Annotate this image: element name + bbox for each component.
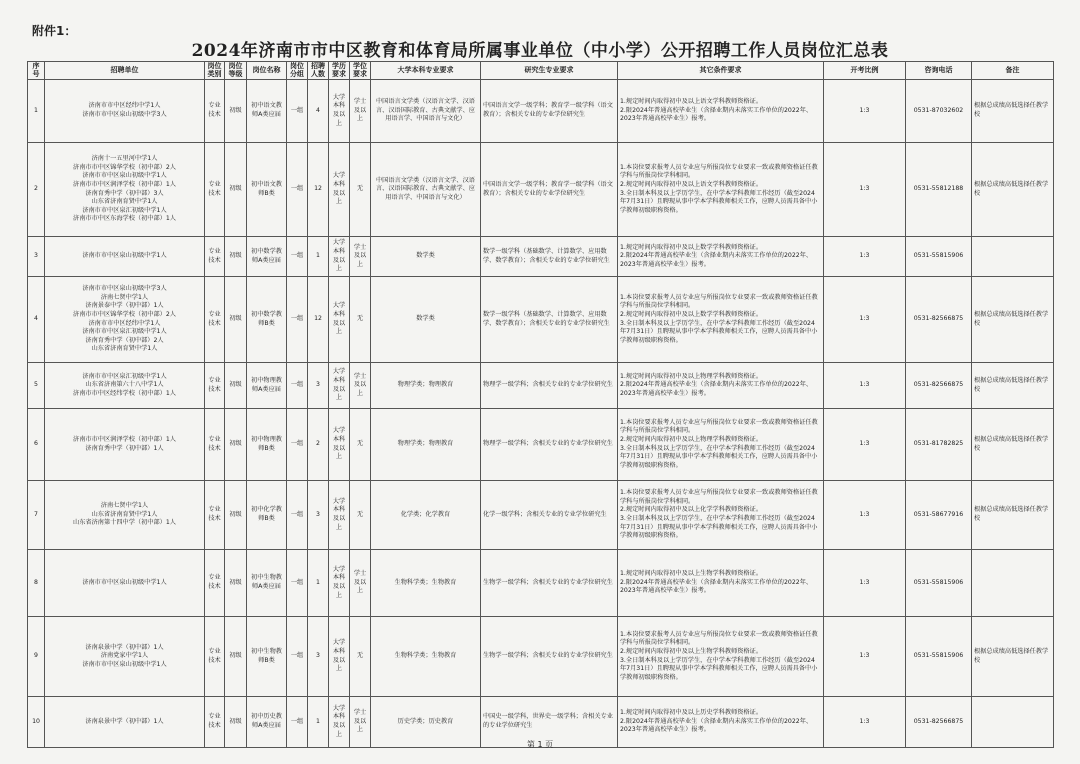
cell-degree: 无 (350, 617, 371, 697)
condition-line: 2.规定时间内取得初中及以上生物学科教师资格证。 (620, 647, 763, 655)
cell-no: 5 (28, 363, 45, 409)
document-title: 2024年济南市市中区教育和体育局所属事业单位（中小学）公开招聘工作人员岗位汇总表 (191, 41, 889, 61)
header-phone: 咨询电话 (906, 62, 972, 80)
condition-line: 2.规定时间内取得初中及以上语文学科教师资格证。 (620, 180, 763, 188)
unit-line: 济南市市中区泉山初级中学1人 (82, 252, 167, 260)
cell-group: 一组 (287, 363, 308, 409)
cell-degree: 学士及以上 (350, 237, 371, 277)
cell-degree: 无 (350, 143, 371, 237)
cell-units (45, 617, 205, 697)
condition-line: 3.全日制本科及以上学历学生，在中学本学科教师工作经历（截至2024年7月31日）且聘现从事中学本学科教师相关工作，应聘人员需具备中小学教师初级职称资格。 (620, 319, 818, 344)
cell-category: 专业技术 (205, 697, 225, 748)
cell-graduate: 生物学一级学科；含相关专业的专业学位研究生 (481, 617, 618, 697)
unit-line: 济南育秀中学（初中部）2人 (85, 336, 164, 344)
table-header-row (28, 62, 1054, 80)
cell-position: 初中语文教师A类应届 (247, 80, 287, 143)
cell-ratio: 1:3 (824, 277, 906, 363)
unit-line: 济南市市中区泉汇初级中学1人 (82, 372, 167, 380)
header-count: 招聘人数 (308, 62, 329, 80)
unit-line: 山东省济南育贤中学1人 (91, 510, 158, 518)
cell-ratio: 1:3 (824, 550, 906, 617)
cell-category: 专业技术 (205, 617, 225, 697)
cell-ratio: 1:3 (824, 481, 906, 550)
cell-degree: 学士及以上 (350, 550, 371, 617)
unit-line: 济南泉景中学（初中部）1人 (85, 717, 164, 725)
unit-line: 济南市市中区润泽学校（初中部）1人 (73, 180, 176, 188)
cell-degree: 无 (350, 481, 371, 550)
cell-category: 专业技术 (205, 363, 225, 409)
unit-line: 山东省济南第六十八中学1人 (85, 381, 164, 389)
cell-level: 初级 (225, 617, 247, 697)
cell-education: 大学本科及以上 (329, 363, 350, 409)
cell-ratio: 1:3 (824, 80, 906, 143)
condition-line: 3.全日制本科及以上学历学生，在中学本学科教师工作经历（截至2024年7月31日）且聘现从事中学本学科教师相关工作，应聘人员需具备中小学教师初级职称资格。 (620, 656, 818, 681)
cell-units (45, 409, 205, 481)
cell-ratio: 1:3 (824, 363, 906, 409)
cell-education: 大学本科及以上 (329, 617, 350, 697)
cell-graduate: 物理学一级学科；含相关专业的专业学位研究生 (481, 363, 618, 409)
cell-phone: 0531-55812188 (906, 143, 972, 237)
cell-other (618, 277, 824, 363)
cell-group: 一组 (287, 409, 308, 481)
cell-remark: 根据总成绩高低选择任教学校 (972, 617, 1054, 697)
cell-remark: 根据总成绩高低选择任教学校 (972, 143, 1054, 237)
table-row (28, 550, 1054, 617)
positions-table (27, 61, 1054, 748)
cell-count: 12 (308, 143, 329, 237)
cell-education: 大学本科及以上 (329, 143, 350, 237)
cell-units (45, 80, 205, 143)
cell-undergrad: 化学类；化学教育 (371, 481, 481, 550)
cell-count: 3 (308, 617, 329, 697)
unit-line: 济南育秀中学（初中部）3人 (85, 189, 164, 197)
condition-line: 3.全日制本科及以上学历学生，在中学本学科教师工作经历（截至2024年7月31日）且聘现从事中学本学科教师相关工作，应聘人员需具备中小学教师初级职称资格。 (620, 444, 818, 469)
table-row (28, 617, 1054, 697)
header-unit: 招聘单位 (45, 62, 205, 80)
table-row (28, 80, 1054, 143)
condition-line: 2.规定时间内取得初中及以上数学学科教师资格证。 (620, 310, 763, 318)
header-category: 岗位类别 (205, 62, 225, 80)
cell-count: 1 (308, 697, 329, 748)
condition-line: 3.全日制本科及以上学历学生，在中学本学科教师工作经历（截至2024年7月31日）且聘现从事中学本学科教师相关工作，应聘人员需具备中小学教师初级职称资格。 (620, 189, 818, 214)
cell-ratio: 1:3 (824, 237, 906, 277)
cell-phone: 0531-55815906 (906, 617, 972, 697)
unit-line: 济南市市中区经纬中学1人 (88, 102, 161, 110)
cell-count: 1 (308, 550, 329, 617)
cell-count: 4 (308, 80, 329, 143)
cell-undergrad: 物理学类；物理教育 (371, 409, 481, 481)
cell-other (618, 617, 824, 697)
condition-line: 1.本岗位要求报考人员专业应与所报岗位专业要求一致或教师资格证任教学科与所报岗位学科相同。 (620, 293, 818, 310)
unit-line: 济南市市中区锦华学校（初中部）2人 (73, 310, 176, 318)
condition-line: 2.限2024年普通高校毕业生（含择业期内未落实工作单位的2022年、2023年普通高校毕业生）报考。 (620, 252, 813, 268)
cell-no: 10 (28, 697, 45, 748)
cell-phone: 0531-81782825 (906, 409, 972, 481)
condition-line: 2.限2024年普通高校毕业生（含择业期内未落实工作单位的2022年、2023年普通高校毕业生）报考。 (620, 381, 813, 397)
unit-line: 济南市市中区泉山初级中学1人 (82, 578, 167, 586)
cell-units (45, 237, 205, 277)
cell-group: 一组 (287, 550, 308, 617)
cell-position: 初中物理教师A类应届 (247, 363, 287, 409)
cell-undergrad: 历史学类；历史教育 (371, 697, 481, 748)
cell-graduate: 中国史一级学科，世界史一级学科；含相关专业的专业学位研究生 (481, 697, 618, 748)
cell-phone: 0531-55815906 (906, 237, 972, 277)
condition-line: 1.规定时间内取得初中及以上数学学科教师资格证。 (620, 243, 763, 251)
cell-group: 一组 (287, 143, 308, 237)
unit-line: 济南市市中区经纬中学1人 (88, 319, 161, 327)
cell-graduate: 数学一级学科（基础数学、计算数学、应用数学、数学教育）；含相关专业的专业学位研究生 (481, 237, 618, 277)
cell-level: 初级 (225, 481, 247, 550)
condition-line: 1.本岗位要求报考人员专业应与所报岗位专业要求一致或教师资格证任教学科与所报岗位学科相同。 (620, 418, 818, 435)
cell-graduate: 中国语言文学一级学科；教育学一级学科（语文教育）；含相关专业的专业学位研究生 (481, 80, 618, 143)
cell-position: 初中化学教师B类 (247, 481, 287, 550)
cell-group: 一组 (287, 80, 308, 143)
cell-other (618, 481, 824, 550)
cell-phone: 0531-82566875 (906, 363, 972, 409)
cell-units (45, 481, 205, 550)
cell-level: 初级 (225, 409, 247, 481)
cell-position: 初中生物教师B类 (247, 617, 287, 697)
cell-position: 初中历史教师A类应届 (247, 697, 287, 748)
cell-category: 专业技术 (205, 237, 225, 277)
header-level: 岗位等级 (225, 62, 247, 80)
cell-other (618, 237, 824, 277)
cell-category: 专业技术 (205, 550, 225, 617)
cell-ratio: 1:3 (824, 697, 906, 748)
cell-degree: 学士及以上 (350, 697, 371, 748)
cell-graduate: 物理学一级学科；含相关专业的专业学位研究生 (481, 409, 618, 481)
header-degree: 学位要求 (350, 62, 371, 80)
condition-line: 3.全日制本科及以上学历学生，在中学本学科教师工作经历（截至2024年7月31日）且聘现从事中学本学科教师相关工作，应聘人员需具备中小学教师初级职称资格。 (620, 515, 818, 540)
unit-line: 济南十一五里河中学1人 (91, 155, 158, 163)
cell-category: 专业技术 (205, 409, 225, 481)
table-row (28, 277, 1054, 363)
cell-degree: 无 (350, 277, 371, 363)
cell-remark: 根据总成绩高低选择任教学校 (972, 80, 1054, 143)
header-position: 岗位名称 (247, 62, 287, 80)
cell-units (45, 277, 205, 363)
cell-group: 一组 (287, 697, 308, 748)
cell-remark (972, 550, 1054, 617)
cell-level: 初级 (225, 80, 247, 143)
header-no: 序号 (28, 62, 45, 80)
cell-degree: 学士及以上 (350, 363, 371, 409)
cell-group: 一组 (287, 617, 308, 697)
cell-phone: 0531-58677916 (906, 481, 972, 550)
table-row (28, 143, 1054, 237)
cell-level: 初级 (225, 363, 247, 409)
condition-line: 1.规定时间内取得初中及以上生物学科教师资格证。 (620, 570, 763, 578)
header-remark: 备注 (972, 62, 1054, 80)
cell-degree: 学士及以上 (350, 80, 371, 143)
cell-no: 4 (28, 277, 45, 363)
condition-line: 1.规定时间内取得初中及以上物理学科教师资格证。 (620, 372, 763, 380)
cell-degree: 无 (350, 409, 371, 481)
cell-no: 2 (28, 143, 45, 237)
cell-ratio: 1:3 (824, 617, 906, 697)
condition-line: 2.规定时间内取得初中及以上化学学科教师资格证。 (620, 506, 763, 514)
unit-line: 济南七贤中学1人 (100, 293, 149, 301)
cell-units (45, 550, 205, 617)
condition-line: 2.限2024年普通高校毕业生（含择业期内未落实工作单位的2022年、2023年普通高校毕业生）报考。 (620, 106, 813, 123)
header-education: 学历要求 (329, 62, 350, 80)
unit-line: 济南市市中区泉山初级中学1人 (82, 172, 167, 180)
table-row (28, 409, 1054, 481)
header-graduate: 研究生专业要求 (481, 62, 618, 80)
condition-line: 1.规定时间内取得初中及以上历史学科教师资格证。 (620, 709, 763, 717)
cell-remark: 根据总成绩高低选择任教学校 (972, 481, 1054, 550)
cell-education: 大学本科及以上 (329, 237, 350, 277)
header-ratio: 开考比例 (824, 62, 906, 80)
cell-count: 3 (308, 363, 329, 409)
cell-undergrad: 中国语言文学类（汉语言文学、汉语言、汉语国际教育、古典文献学、应用语言学、中国语言与文化） (371, 80, 481, 143)
cell-undergrad: 物理学类；物理教育 (371, 363, 481, 409)
cell-category: 专业技术 (205, 277, 225, 363)
page-number: 第 1 页 (526, 740, 554, 749)
cell-graduate: 生物学一级学科；含相关专业的专业学位研究生 (481, 550, 618, 617)
cell-education: 大学本科及以上 (329, 277, 350, 363)
cell-education: 大学本科及以上 (329, 80, 350, 143)
table-row (28, 481, 1054, 550)
cell-remark: 根据总成绩高低选择任教学校 (972, 409, 1054, 481)
cell-position: 初中生物教师A类应届 (247, 550, 287, 617)
unit-line: 济南七贤中学1人 (100, 502, 149, 510)
cell-group: 一组 (287, 277, 308, 363)
cell-ratio: 1:3 (824, 143, 906, 237)
cell-category: 专业技术 (205, 481, 225, 550)
table-row (28, 363, 1054, 409)
cell-remark: 根据总成绩高低选择任教学校 (972, 277, 1054, 363)
cell-category: 专业技术 (205, 143, 225, 237)
cell-count: 1 (308, 237, 329, 277)
unit-line: 济南育秀中学（初中部）1人 (85, 444, 164, 452)
unit-line: 山东省济南第十四中学（初中部）1人 (73, 519, 176, 527)
cell-undergrad: 数学类 (371, 237, 481, 277)
cell-education: 大学本科及以上 (329, 481, 350, 550)
cell-ratio: 1:3 (824, 409, 906, 481)
cell-graduate: 中国语言文学一级学科；教育学一级学科（语文教育）；含相关专业的专业学位研究生 (481, 143, 618, 237)
condition-line: 2.限2024年普通高校毕业生（含择业期内未落实工作单位的2022年、2023年普通高校毕业生）报考。 (620, 578, 813, 595)
unit-line: 济南市市中区泉山初级中学3人 (82, 111, 167, 118)
condition-line: 1.本岗位要求报考人员专业应与所报岗位专业要求一致或教师资格证任教学科与所报岗位学科相同。 (620, 630, 818, 647)
cell-count: 3 (308, 481, 329, 550)
table-row (28, 237, 1054, 277)
cell-undergrad: 生物科学类；生物教育 (371, 617, 481, 697)
unit-line: 济南市市中区泉山初级中学3人 (82, 285, 167, 293)
cell-group: 一组 (287, 237, 308, 277)
unit-line: 济南泉景中学（初中部）1人 (85, 643, 164, 651)
table-body (28, 80, 1054, 748)
cell-undergrad: 数学类 (371, 277, 481, 363)
unit-line: 济南市市中区东海学校（初中部）1人 (73, 215, 176, 223)
cell-category: 专业技术 (205, 80, 225, 143)
header-group: 岗位分组 (287, 62, 308, 80)
condition-line: 1.本岗位要求报考人员专业应与所报岗位专业要求一致或教师资格证任教学科与所报岗位学科相同。 (620, 163, 818, 180)
cell-phone: 0531-55815906 (906, 550, 972, 617)
cell-other (618, 80, 824, 143)
cell-undergrad: 中国语言文学类（汉语言文学、汉语言、汉语国际教育、古典文献学、应用语言学、中国语言与文化） (371, 143, 481, 237)
cell-level: 初级 (225, 550, 247, 617)
cell-no: 6 (28, 409, 45, 481)
cell-education: 大学本科及以上 (329, 697, 350, 748)
cell-level: 初级 (225, 277, 247, 363)
cell-units (45, 143, 205, 237)
attachment-label: 附件1： (32, 24, 77, 38)
cell-units (45, 363, 205, 409)
condition-line: 1.规定时间内取得初中及以上语文学科教师资格证。 (620, 98, 763, 106)
unit-line: 山东省济南育贤中学1人 (91, 345, 158, 353)
cell-other (618, 363, 824, 409)
cell-position: 初中物理教师B类 (247, 409, 287, 481)
cell-remark: 根据总成绩高低选择任教学校 (972, 363, 1054, 409)
cell-graduate: 数学一级学科（基础数学、计算数学、应用数学、数学教育）；含相关专业的专业学位研究生 (481, 277, 618, 363)
cell-education: 大学本科及以上 (329, 550, 350, 617)
unit-line: 济南市市中区泉山初级中学1人 (82, 660, 167, 668)
cell-no: 1 (28, 80, 45, 143)
cell-phone: 0531-82566875 (906, 277, 972, 363)
cell-group: 一组 (287, 481, 308, 550)
unit-line: 济南党家中学1人 (100, 652, 149, 660)
cell-position: 初中数学教师B类 (247, 277, 287, 363)
cell-other (618, 143, 824, 237)
cell-other (618, 409, 824, 481)
condition-line: 2.规定时间内取得初中及以上物理学科教师资格证。 (620, 435, 763, 443)
header-other: 其它条件要求 (618, 62, 824, 80)
unit-line: 济南景泰中学（初中部）1人 (85, 302, 164, 310)
cell-count: 12 (308, 277, 329, 363)
condition-line: 1.本岗位要求报考人员专业应与所报岗位专业要求一致或教师资格证任教学科与所报岗位学科相同。 (620, 489, 818, 505)
cell-no: 3 (28, 237, 45, 277)
cell-remark (972, 237, 1054, 277)
cell-level: 初级 (225, 237, 247, 277)
unit-line: 济南市市中区泉汇初级中学1人 (82, 206, 167, 214)
unit-line: 济南市市中区泉汇初级中学1人 (82, 328, 167, 336)
unit-line: 济南市市中区润泽学校（初中部）1人 (73, 435, 176, 443)
unit-line: 济南市市中区锦华学校（初中部）2人 (73, 163, 176, 171)
header-undergrad: 大学本科专业要求 (371, 62, 481, 80)
cell-graduate: 化学一级学科；含相关专业的专业学位研究生 (481, 481, 618, 550)
cell-position: 初中语文教师B类 (247, 143, 287, 237)
cell-no: 9 (28, 617, 45, 697)
unit-line: 济南市市中区经纬学校（初中部）1人 (73, 389, 176, 397)
cell-education: 大学本科及以上 (329, 409, 350, 481)
cell-phone: 0531-87032602 (906, 80, 972, 143)
cell-undergrad: 生物科学类；生物教育 (371, 550, 481, 617)
cell-no: 8 (28, 550, 45, 617)
cell-count: 2 (308, 409, 329, 481)
cell-phone: 0531-82566875 (906, 697, 972, 748)
unit-line: 山东省济南育贤中学1人 (91, 198, 158, 206)
cell-position: 初中数学教师A类应届 (247, 237, 287, 277)
cell-no: 7 (28, 481, 45, 550)
condition-line: 2.限2024年普通高校毕业生（含择业期内未落实工作单位的2022年、2023年普通高校毕业生）报考。 (620, 717, 813, 734)
cell-level: 初级 (225, 697, 247, 748)
cell-level: 初级 (225, 143, 247, 237)
cell-other (618, 550, 824, 617)
